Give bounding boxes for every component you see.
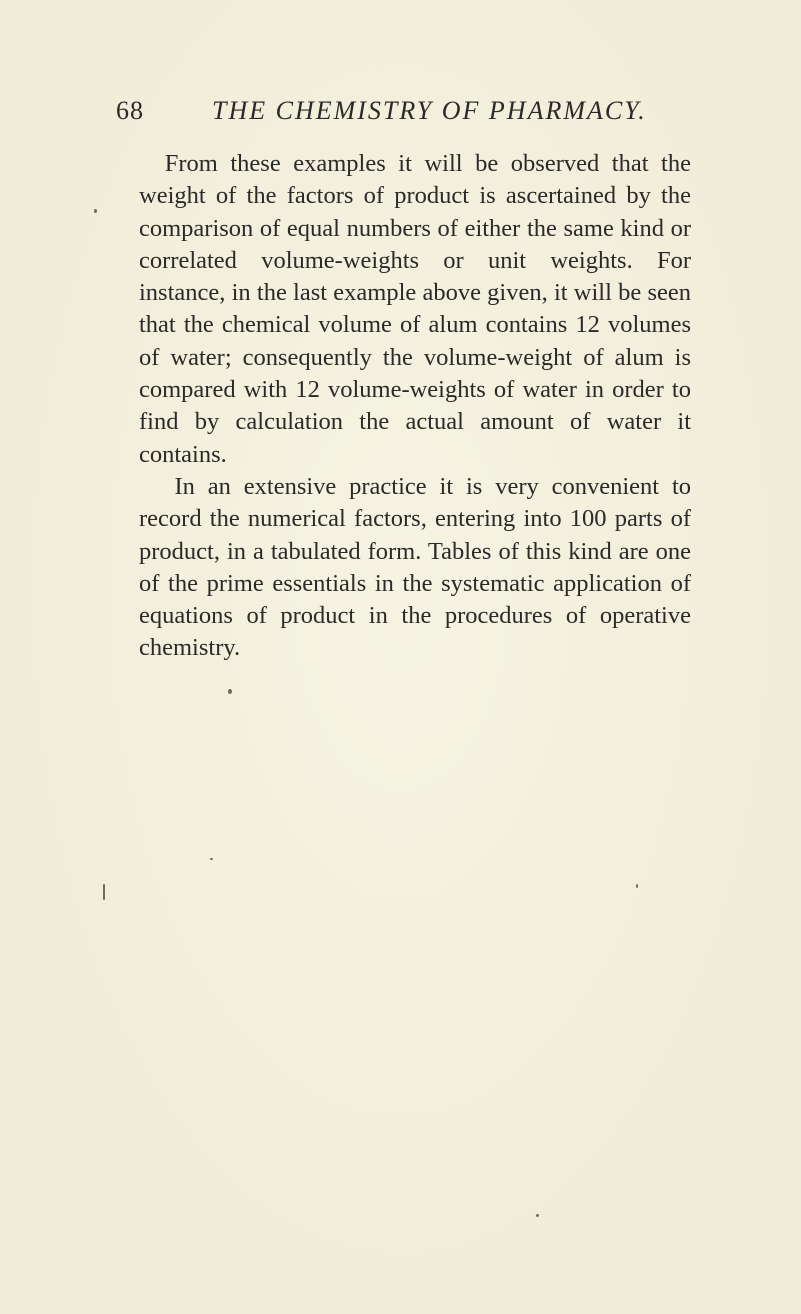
running-head: THE CHEMISTRY OF PHARMACY. bbox=[212, 96, 647, 125]
paper-speck bbox=[536, 1214, 539, 1217]
paper-speck bbox=[228, 689, 232, 694]
paper-speck bbox=[636, 884, 638, 888]
paper-speck bbox=[94, 209, 97, 213]
paragraph-1: From these examples it will be observed that the weight of the factors of product is ascertained by the comparison of equal numbers of either the same kind or correlated volume-weights or unit weights. For instance, in the last example above given, it will be seen that the chemical volume of alum contains 12 volumes of water; consequently the volume-weight of alum is compared with 12 volume-weights of water in order to find by calculation the actual amount of water it contains. bbox=[139, 150, 691, 468]
paper-speck bbox=[103, 884, 105, 900]
body-text bbox=[139, 148, 691, 665]
page-number: 68 bbox=[116, 96, 144, 125]
page-header bbox=[116, 96, 676, 136]
paragraph-2: In an extensive practice it is very convenient to record the numerical factors, entering into 100 parts of product, in a tabulated form. Tables of this kind are one of the prime essentials in the systematic application of equations of product in the procedures of operative chemistry. bbox=[139, 472, 691, 662]
paper-speck bbox=[210, 858, 213, 860]
